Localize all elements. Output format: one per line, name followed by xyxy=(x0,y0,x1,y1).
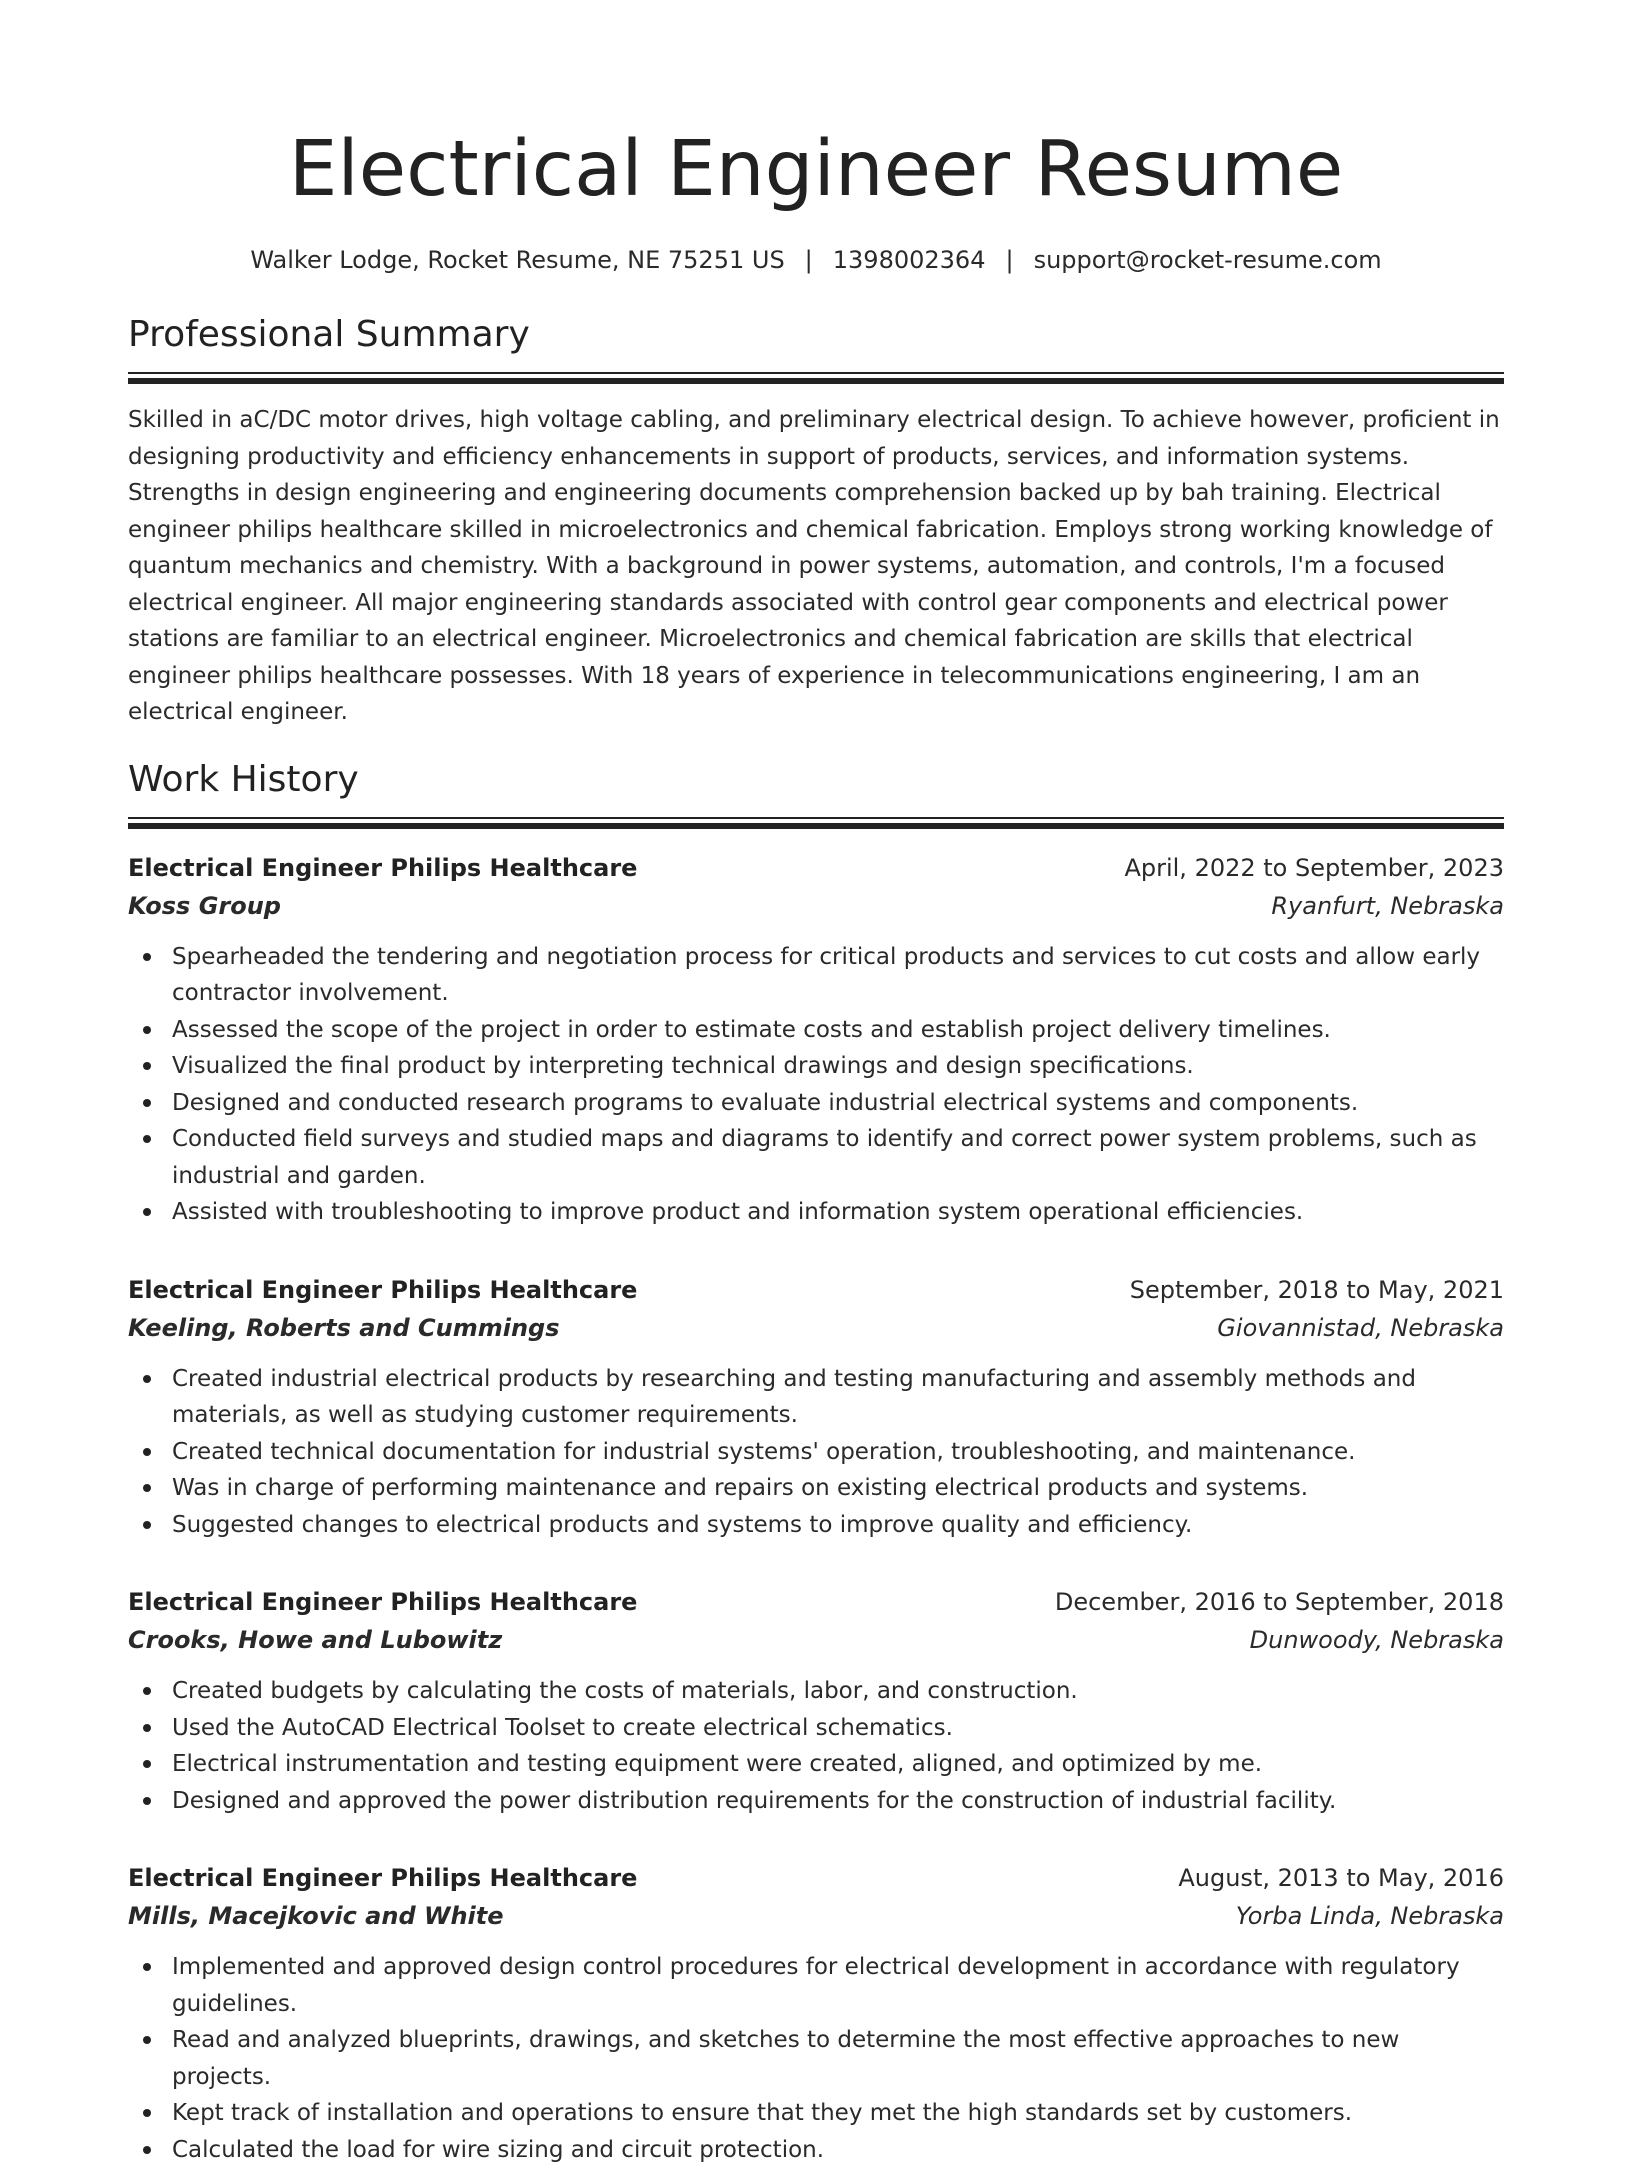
contact-separator: | xyxy=(805,244,813,276)
job-title: Electrical Engineer Philips Healthcare xyxy=(128,849,637,887)
job-bullet-text: Implemented and approved design control procedures for electrical development in accordance with regulatory guidelines. xyxy=(172,1954,1460,2017)
work-history-section xyxy=(128,757,1504,2168)
job-location: Yorba Linda, Nebraska xyxy=(1236,1897,1504,1935)
bullet-dot-icon xyxy=(143,1797,151,1805)
job-company-row xyxy=(128,887,1504,925)
job-bullet-text: Used the AutoCAD Electrical Toolset to create electrical schematics. xyxy=(172,1715,953,1741)
job-bullet-item xyxy=(128,1470,1504,1507)
job-company: Koss Group xyxy=(128,887,281,925)
resume-title: Electrical Engineer Resume xyxy=(128,0,1504,222)
bullet-dot-icon xyxy=(143,1448,151,1456)
job-dates: April, 2022 to September, 2023 xyxy=(1124,849,1504,887)
job-bullet-item xyxy=(128,1783,1504,1820)
job-bullet-text: Suggested changes to electrical products and systems to improve quality and efficiency. xyxy=(172,1512,1192,1538)
bullet-dot-icon xyxy=(143,1208,151,1216)
contact-line xyxy=(128,244,1504,276)
job-bullet-item xyxy=(128,1012,1504,1049)
bullet-dot-icon xyxy=(143,1062,151,1070)
bullet-dot-icon xyxy=(143,953,151,961)
job-bullet-text: Visualized the final product by interpreting technical drawings and design specifications. xyxy=(172,1053,1194,1079)
job-bullet-text: Created technical documentation for industrial systems' operation, troubleshooting, and maintenance. xyxy=(172,1439,1355,1465)
section-divider xyxy=(128,817,1504,829)
job-bullet-item xyxy=(128,1746,1504,1783)
job-bullet-text: Read and analyzed blueprints, drawings, and sketches to determine the most effective approaches to new projects. xyxy=(172,2027,1399,2090)
job-dates: December, 2016 to September, 2018 xyxy=(1055,1583,1504,1621)
job-bullet-text: Designed and approved the power distribution requirements for the construction of industrial facility. xyxy=(172,1788,1336,1814)
job-list xyxy=(128,849,1504,2168)
summary-paragraph: Skilled in aC/DC motor drives, high voltage cabling, and preliminary electrical design. To achieve however, proficient in designing productivity and efficiency enhancements in support of products, services, and information systems. Strengths in design engineering and engineering documents comprehension backed up by bah training. Electrical engineer philips healthcare skilled in microelectronics and chemical fabrication. Employs strong working knowledge of quantum mechanics and chemistry. With a background in power systems, automation, and controls, I'm a focused electrical engineer. All major engineering standards associated with control gear components and electrical power stations are familiar to an electrical engineer. Microelectronics and chemical fabrication are skills that electrical engineer philips healthcare possesses. With 18 years of experience in telecommunications engineering, I am an electrical engineer. xyxy=(128,402,1504,731)
bullet-dot-icon xyxy=(143,2146,151,2154)
job-bullet-list xyxy=(128,1673,1504,1819)
job-entry xyxy=(128,1859,1504,2168)
job-bullet-item xyxy=(128,1710,1504,1747)
job-bullet-item xyxy=(128,1194,1504,1231)
section-heading-work-history: Work History xyxy=(128,757,1504,803)
job-bullet-text: Electrical instrumentation and testing equipment were created, aligned, and optimized by me. xyxy=(172,1751,1262,1777)
job-bullet-item xyxy=(128,1434,1504,1471)
job-bullet-item xyxy=(128,1949,1504,2022)
job-bullet-text: Assisted with troubleshooting to improve product and information system operational efficiencies. xyxy=(172,1199,1303,1225)
job-entry xyxy=(128,1271,1504,1544)
contact-separator: | xyxy=(1005,244,1013,276)
job-location: Dunwoody, Nebraska xyxy=(1250,1621,1504,1659)
job-title: Electrical Engineer Philips Healthcare xyxy=(128,1271,637,1309)
job-company-row xyxy=(128,1621,1504,1659)
contact-email: support@rocket-resume.com xyxy=(1034,246,1382,274)
job-bullet-text: Conducted field surveys and studied maps and diagrams to identify and correct power system problems, such as industrial and garden. xyxy=(172,1126,1477,1189)
bullet-dot-icon xyxy=(143,2036,151,2044)
job-bullet-item xyxy=(128,1507,1504,1544)
job-header-row xyxy=(128,1859,1504,1897)
job-bullet-text: Kept track of installation and operations to ensure that they met the high standards set by customers. xyxy=(172,2100,1352,2126)
job-company: Mills, Macejkovic and White xyxy=(128,1897,504,1935)
job-bullet-item xyxy=(128,2095,1504,2132)
job-bullet-item xyxy=(128,1361,1504,1434)
job-bullet-item xyxy=(128,2022,1504,2095)
bullet-dot-icon xyxy=(143,1484,151,1492)
job-bullet-text: Assessed the scope of the project in order to estimate costs and establish project delivery timelines. xyxy=(172,1017,1331,1043)
job-entry xyxy=(128,849,1504,1231)
job-bullet-list xyxy=(128,1949,1504,2168)
job-location: Ryanfurt, Nebraska xyxy=(1271,887,1504,925)
job-bullet-item xyxy=(128,939,1504,1012)
job-bullet-item xyxy=(128,1085,1504,1122)
contact-address: Walker Lodge, Rocket Resume, NE 75251 US xyxy=(250,246,784,274)
job-bullet-list xyxy=(128,939,1504,1231)
job-company-row xyxy=(128,1309,1504,1347)
bullet-dot-icon xyxy=(143,1026,151,1034)
bullet-dot-icon xyxy=(143,1963,151,1971)
job-bullet-item xyxy=(128,2132,1504,2168)
job-company-row xyxy=(128,1897,1504,1935)
bullet-dot-icon xyxy=(143,1375,151,1383)
job-title: Electrical Engineer Philips Healthcare xyxy=(128,1859,637,1897)
job-bullet-item xyxy=(128,1673,1504,1710)
contact-phone: 1398002364 xyxy=(833,246,986,274)
job-location: Giovannistad, Nebraska xyxy=(1217,1309,1504,1347)
section-divider xyxy=(128,372,1504,384)
job-company: Crooks, Howe and Lubowitz xyxy=(128,1621,502,1659)
section-heading-summary: Professional Summary xyxy=(128,312,1504,358)
bullet-dot-icon xyxy=(143,1687,151,1695)
job-dates: September, 2018 to May, 2021 xyxy=(1130,1271,1504,1309)
job-bullet-text: Designed and conducted research programs to evaluate industrial electrical systems and components. xyxy=(172,1090,1358,1116)
job-bullet-text: Created budgets by calculating the costs of materials, labor, and construction. xyxy=(172,1678,1078,1704)
job-bullet-item xyxy=(128,1048,1504,1085)
job-dates: August, 2013 to May, 2016 xyxy=(1178,1859,1504,1897)
job-company: Keeling, Roberts and Cummings xyxy=(128,1309,560,1347)
job-bullet-text: Calculated the load for wire sizing and circuit protection. xyxy=(172,2137,824,2163)
bullet-dot-icon xyxy=(143,1135,151,1143)
bullet-dot-icon xyxy=(143,1724,151,1732)
job-bullet-text: Spearheaded the tendering and negotiation process for critical products and services to cut costs and allow early contractor involvement. xyxy=(172,944,1480,1007)
job-header-row xyxy=(128,849,1504,887)
job-bullet-item xyxy=(128,1121,1504,1194)
bullet-dot-icon xyxy=(143,1760,151,1768)
bullet-dot-icon xyxy=(143,2109,151,2117)
job-bullet-text: Was in charge of performing maintenance and repairs on existing electrical products and systems. xyxy=(172,1475,1308,1501)
bullet-dot-icon xyxy=(143,1521,151,1529)
job-header-row xyxy=(128,1271,1504,1309)
job-entry xyxy=(128,1583,1504,1819)
professional-summary-section xyxy=(128,312,1504,731)
bullet-dot-icon xyxy=(143,1099,151,1107)
job-header-row xyxy=(128,1583,1504,1621)
job-bullet-list xyxy=(128,1361,1504,1544)
job-title: Electrical Engineer Philips Healthcare xyxy=(128,1583,637,1621)
job-bullet-text: Created industrial electrical products by researching and testing manufacturing and assembly methods and materials, as well as studying customer requirements. xyxy=(172,1366,1416,1429)
